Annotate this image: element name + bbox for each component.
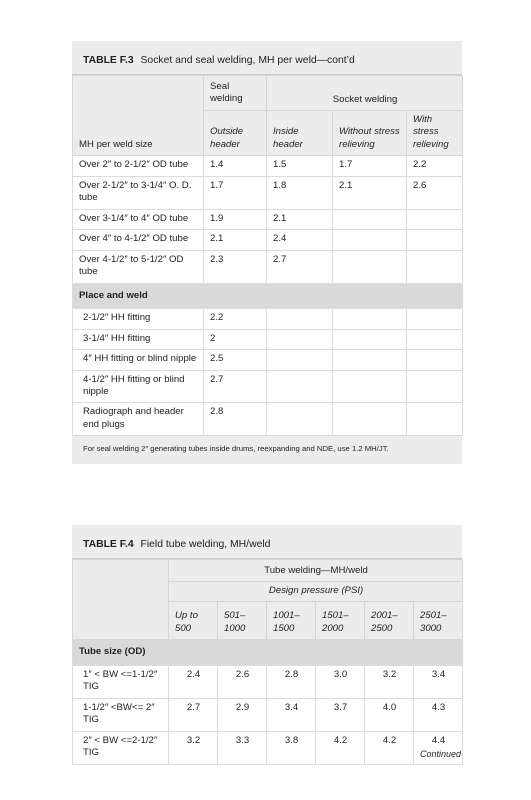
row-value: 2.1: [267, 209, 333, 229]
header-design-pressure: Design pressure (PSI): [169, 581, 463, 601]
empty-cell: [333, 309, 407, 329]
table-row: [73, 176, 463, 209]
row-value: 1.5: [267, 156, 333, 176]
table-f4-grid: [72, 559, 463, 765]
empty-cell: [333, 329, 407, 349]
header-inside-header: Inside header: [267, 110, 333, 155]
table-row: [73, 370, 463, 403]
row-size: Radiograph and header end plugs: [73, 403, 204, 436]
row-value: 2.6: [407, 176, 463, 209]
empty-cell: [333, 370, 407, 403]
row-value: 2.4: [267, 230, 333, 250]
row-value: 3.4: [414, 665, 463, 698]
empty-cell: [267, 403, 333, 436]
row-value: [333, 209, 407, 229]
table-row: [73, 156, 463, 176]
table-row: [73, 329, 463, 349]
row-value: [333, 250, 407, 283]
row-value: 4.3: [414, 698, 463, 731]
empty-cell: [407, 403, 463, 436]
table-f4-title: [72, 525, 462, 559]
row-size: 2-1/2″ HH fitting: [73, 309, 204, 329]
table-row: [73, 230, 463, 250]
table-row: [73, 698, 463, 731]
header-pressure-col: 1001–1500: [267, 602, 316, 640]
table-row: [73, 309, 463, 329]
table-f3-grid: [72, 75, 463, 437]
row-value: 2.4: [169, 665, 218, 698]
header-pressure-col: 501–1000: [218, 602, 267, 640]
table-f3-header-row-1: [73, 75, 463, 110]
header-mh-per-weld-size: MH per weld size: [73, 110, 204, 155]
table-f3-number: TABLE F.3: [83, 55, 134, 66]
empty-cell: [333, 403, 407, 436]
row-value: 4.2: [316, 731, 365, 764]
row-size: 1″ < BW <=1-1/2″ TIG: [73, 665, 169, 698]
header-pressure-col: 2501–3000: [414, 602, 463, 640]
section-place-and-weld: [73, 283, 463, 308]
row-value: 1.7: [333, 156, 407, 176]
empty-cell: [267, 309, 333, 329]
table-f4-number: TABLE F.4: [83, 539, 134, 550]
section-tube-size: [73, 640, 463, 665]
row-size: 3-1/4″ HH fitting: [73, 329, 204, 349]
section-label: Tube size (OD): [73, 640, 463, 665]
table-row: [73, 209, 463, 229]
header-empty-cell: [73, 559, 169, 640]
row-value: 2.1: [333, 176, 407, 209]
row-value: 2.3: [204, 250, 267, 283]
row-size: Over 2-1/2″ to 3-1/4″ O. D. tube: [73, 176, 204, 209]
row-value: 4.0: [365, 698, 414, 731]
row-value: 2.5: [204, 350, 267, 370]
table-row: [73, 665, 463, 698]
row-value: 1.4: [204, 156, 267, 176]
table-row: [73, 731, 463, 764]
row-value: 3.2: [169, 731, 218, 764]
row-value: 1.7: [204, 176, 267, 209]
table-row: [73, 350, 463, 370]
empty-cell: [407, 329, 463, 349]
row-value: 2: [204, 329, 267, 349]
header-socket-welding: Socket welding: [267, 75, 463, 110]
row-value: 4.2: [365, 731, 414, 764]
header-with-stress-relieving: With stress relieving: [407, 110, 463, 155]
row-size: Over 4″ to 4-1/2″ OD tube: [73, 230, 204, 250]
empty-cell: [267, 350, 333, 370]
row-size: Over 2″ to 2-1/2″ OD tube: [73, 156, 204, 176]
row-value: 2.1: [204, 230, 267, 250]
row-value: 2.2: [407, 156, 463, 176]
row-value: 2.7: [169, 698, 218, 731]
table-row: [73, 403, 463, 436]
row-value: [407, 209, 463, 229]
row-value: 3.4: [267, 698, 316, 731]
empty-cell: [407, 309, 463, 329]
row-size: 1-1/2″ <BW<= 2″ TIG: [73, 698, 169, 731]
empty-cell: [267, 370, 333, 403]
table-f4-header-row-1: [73, 559, 463, 581]
header-pressure-col: 2001–2500: [365, 602, 414, 640]
row-size: 2″ < BW <=2-1/2″ TIG: [73, 731, 169, 764]
row-value: 3.2: [365, 665, 414, 698]
row-value: 2.6: [218, 665, 267, 698]
row-value: 3.0: [316, 665, 365, 698]
row-value: 4.4: [414, 731, 463, 764]
row-value: 3.3: [218, 731, 267, 764]
section-label: Place and weld: [73, 283, 463, 308]
table-f3-header-row-2: [73, 110, 463, 155]
row-value: 2.8: [267, 665, 316, 698]
row-value: 3.7: [316, 698, 365, 731]
header-pressure-col: 1501–2000: [316, 602, 365, 640]
row-value: [407, 230, 463, 250]
empty-cell: [333, 350, 407, 370]
table-row: [73, 250, 463, 283]
row-size: Over 3-1/4″ to 4″ OD tube: [73, 209, 204, 229]
empty-cell: [407, 350, 463, 370]
row-value: 2.7: [267, 250, 333, 283]
empty-cell: [267, 329, 333, 349]
row-value: 2.7: [204, 370, 267, 403]
table-f3-footnote: For seal welding 2″ generating tubes inside drums, reexpanding and NDE, use 1.2 MH/JT.: [72, 436, 462, 464]
header-without-stress-relieving: Without stress relieving: [333, 110, 407, 155]
row-value: 1.9: [204, 209, 267, 229]
row-value: 1.8: [267, 176, 333, 209]
row-value: 2.8: [204, 403, 267, 436]
row-value: 2.2: [204, 309, 267, 329]
table-f4: [72, 525, 462, 765]
row-value: [333, 230, 407, 250]
table-f3: [72, 41, 462, 464]
row-size: Over 4-1/2″ to 5-1/2″ OD tube: [73, 250, 204, 283]
row-size: 4″ HH fitting or blind nipple: [73, 350, 204, 370]
header-seal-welding: Seal welding: [204, 75, 267, 110]
table-f3-title-text: Socket and seal welding, MH per weld—cont’d: [140, 55, 355, 66]
row-value: 3.8: [267, 731, 316, 764]
row-size: 4-1/2″ HH fitting or blind nipple: [73, 370, 204, 403]
row-value: 2.9: [218, 698, 267, 731]
header-tube-welding: Tube welding—MH/weld: [169, 559, 463, 581]
table-f3-title: [72, 41, 462, 75]
header-outside-header: Outside header: [204, 110, 267, 155]
header-empty-cell: [73, 75, 204, 110]
continued-label: Continued: [419, 749, 461, 759]
table-f4-title-text: Field tube welding, MH/weld: [140, 539, 271, 550]
row-value: [407, 250, 463, 283]
header-pressure-col: Up to 500: [169, 602, 218, 640]
empty-cell: [407, 370, 463, 403]
